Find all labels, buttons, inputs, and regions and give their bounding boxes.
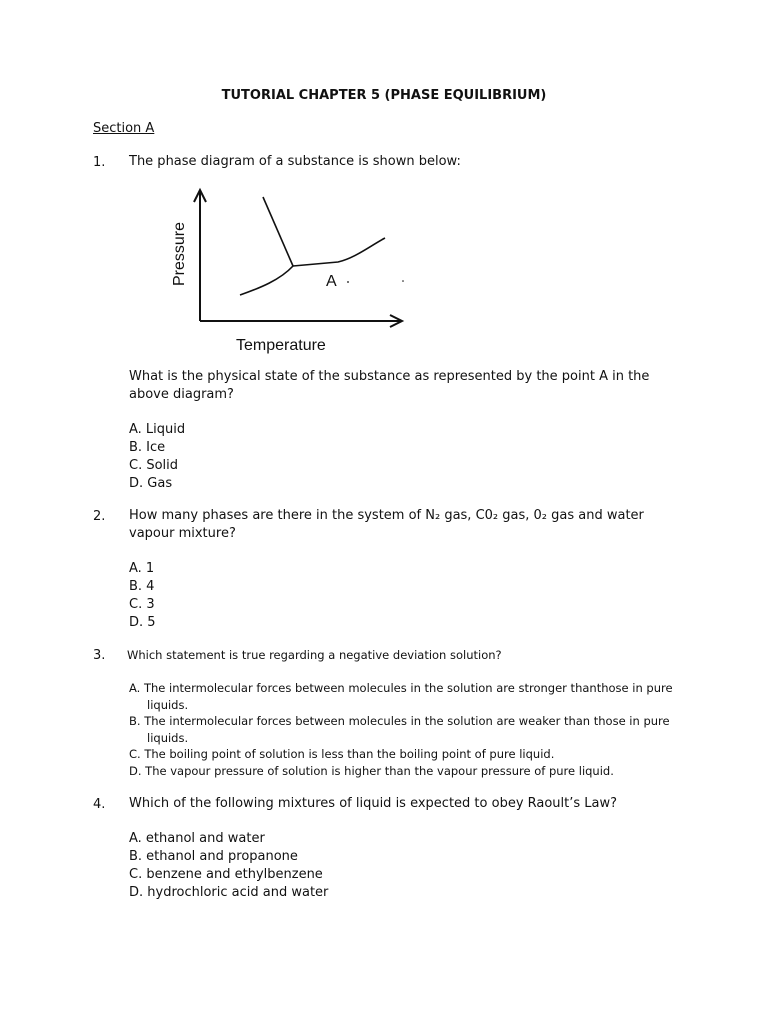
option: D. 5 bbox=[129, 615, 156, 630]
option: A. The intermolecular forces between molecules in the solution are stronger thanthose in pure bbox=[129, 681, 673, 695]
option: D. hydrochloric acid and water bbox=[129, 885, 329, 900]
option: D. The vapour pressure of solution is higher than the vapour pressure of pure liquid. bbox=[129, 763, 614, 778]
question-4-number: 4. bbox=[93, 797, 106, 812]
question-3-number: 3. bbox=[93, 648, 106, 663]
phase-diagram bbox=[160, 180, 420, 360]
option: B. Ice bbox=[129, 440, 166, 455]
option: A. ethanol and water bbox=[129, 831, 265, 846]
y-axis-label: Pressure bbox=[171, 221, 188, 286]
option: A. Liquid bbox=[129, 422, 186, 437]
question-2-options bbox=[129, 560, 156, 632]
question-1-options bbox=[129, 421, 185, 493]
question-4-options bbox=[129, 830, 328, 902]
option-continuation: liquids. bbox=[147, 730, 189, 745]
question-1-number: 1. bbox=[93, 155, 106, 170]
solid-liquid-curve bbox=[263, 197, 293, 266]
question-1-text: The phase diagram of a substance is shown below: bbox=[129, 154, 461, 169]
page-title: TUTORIAL CHAPTER 5 (PHASE EQUILIBRIUM) bbox=[221, 88, 547, 103]
option: C. The boiling point of solution is less than the boiling point of pure liquid. bbox=[129, 747, 555, 761]
option: B. The intermolecular forces between molecules in the solution are weaker than those in pure bbox=[129, 714, 670, 728]
option: A. 1 bbox=[129, 561, 155, 576]
option: B. ethanol and propanone bbox=[129, 849, 298, 864]
question-1-follow-up: What is the physical state of the substance as represented by the point A in the above diagram? bbox=[129, 369, 650, 402]
option: B. 4 bbox=[129, 579, 155, 594]
question-3-text: Which statement is true regarding a negative deviation solution? bbox=[127, 648, 502, 662]
option: D. Gas bbox=[129, 476, 173, 491]
question-3-options bbox=[129, 680, 673, 779]
option-continuation: liquids. bbox=[147, 697, 189, 712]
question-2-text: How many phases are there in the system of N₂ gas, C0₂ gas, 0₂ gas and water vapour mixture? bbox=[129, 508, 644, 541]
point-a-dot bbox=[347, 281, 349, 283]
section-heading: Section A bbox=[93, 121, 155, 136]
option: C. 3 bbox=[129, 597, 155, 612]
liquid-gas-curve bbox=[293, 238, 385, 266]
point-a-label: A bbox=[326, 273, 337, 290]
option: C. Solid bbox=[129, 458, 179, 473]
x-axis-label: Temperature bbox=[236, 337, 326, 354]
stray-dot bbox=[402, 280, 404, 282]
question-4-text: Which of the following mixtures of liquid is expected to obey Raoult’s Law? bbox=[129, 796, 618, 811]
option: C. benzene and ethylbenzene bbox=[129, 867, 323, 882]
question-2-number: 2. bbox=[93, 509, 106, 524]
solid-gas-curve bbox=[240, 266, 293, 295]
